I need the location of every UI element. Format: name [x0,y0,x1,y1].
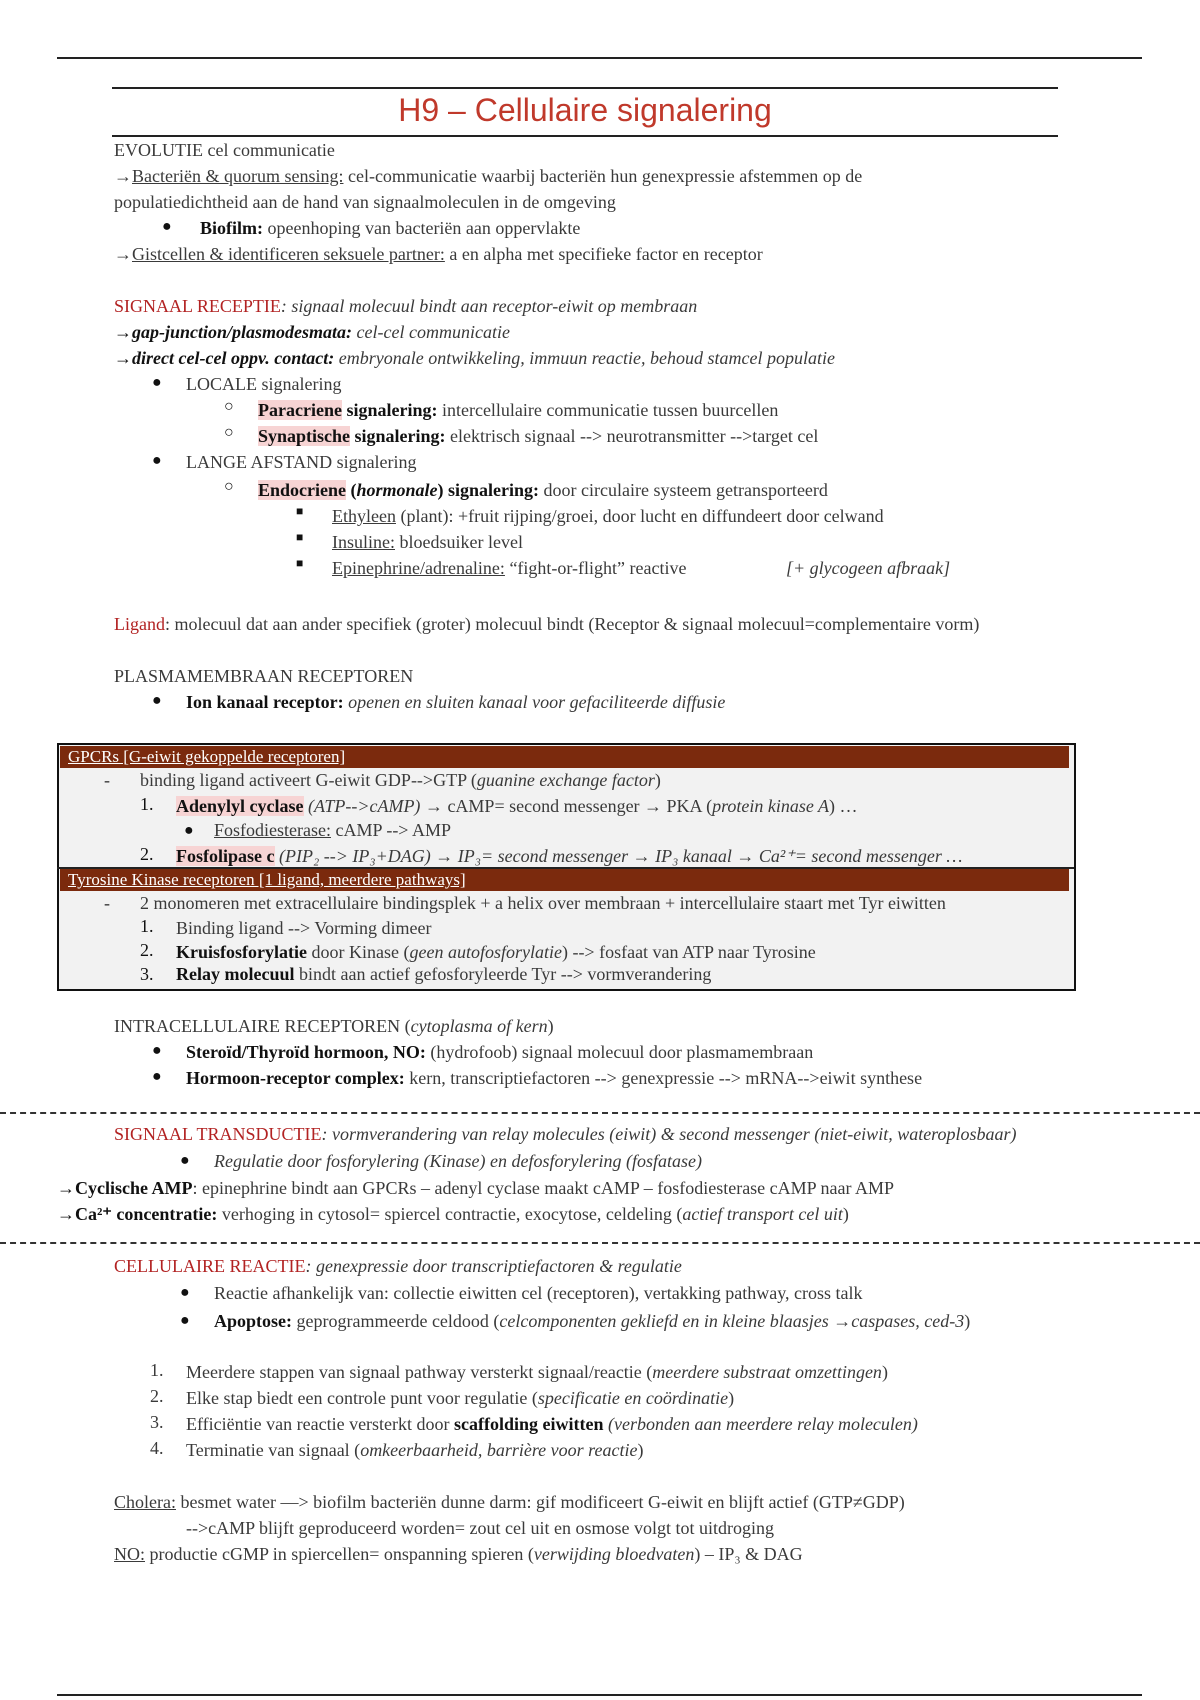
fosfolipase-highlight: Fosfolipase c [176,846,275,866]
bullet-icon: ● [180,1152,190,1169]
reactie-l2-end: ) [728,1388,735,1408]
receptie-heading-line [114,294,697,318]
adenylyl-end: ) … [829,796,858,816]
intracellulair-heading [114,1014,554,1038]
reactie-l4 [186,1438,643,1462]
biofilm-line [200,216,580,240]
gpcr-binding-italic: guanine exchange factor [476,770,655,790]
gap-line [114,320,510,344]
reactie-l3-bold: scaffolding eiwitten [454,1414,604,1434]
reactie-desc: : genexpressie door transcriptiefactoren & regulatie [305,1256,682,1276]
ethyleen-text: (plant): +fruit rijping/groei, door lucht en diffundeert door celwand [395,506,884,526]
tyrosine-mono-line: 2 monomeren met extracellulaire bindingsplek + a helix over membraan + intercellulaire staart met Tyr eiwitten [140,893,946,913]
receptie-heading: SIGNAAL RECEPTIE [114,296,281,316]
arrow-icon: → [57,1204,75,1224]
adenylyl-text: → cAMP= second messenger → PKA ( [420,796,713,816]
arrow-icon: → [114,244,132,264]
kruis-italic: geen autofosforylatie [409,942,562,962]
apoptose-italic: celcomponenten gekliefd en in kleine blaasjes →caspases, ced-3 [499,1311,965,1331]
square-bullet-icon: ■ [296,530,304,544]
ethyleen-line [332,504,884,528]
reactie-l1-italic: meerdere substraat omzettingen [652,1362,882,1382]
endocriene-hormonale: hormonale [356,480,438,500]
circle-bullet-icon: ○ [224,478,234,495]
ligand-label: Ligand [114,614,165,634]
reactie-l1 [186,1360,888,1384]
apoptose-line [214,1309,970,1333]
reactie-l3 [186,1412,918,1436]
no-text: productie cGMP in spiercellen= onspanning spieren ( [145,1544,534,1564]
lange-line: LANGE AFSTAND signalering [186,452,417,472]
endocriene-paren: ( [346,480,357,500]
dash-bullet-icon: - [104,893,110,913]
epinephrine-note: [+ glycogeen afbraak] [786,558,951,578]
receptie-desc: : signaal molecuul bindt aan receptor-eiwit op membraan [280,296,698,316]
gpcr-bar: GPCRs [G-eiwit gekoppelde receptoren] [60,746,1069,768]
bacterien-text: cel-communicatie waarbij bacteriën hun genexpressie afstemmen op de [343,166,863,186]
camp-line [57,1176,894,1200]
regulatie-line: Regulatie door fosforylering (Kinase) en defosforylering (fosfatase) [214,1151,702,1171]
direct-line [114,346,835,370]
top-page-rule [57,57,1142,59]
ligand-text: : molecuul dat aan ander specifiek (groter) molecuul bindt (Receptor & signaal molecuul=complementaire vorm) [165,614,980,634]
bacterien-link: Bacteriën & quorum sensing: [132,166,344,186]
gist-text: a en alpha met specifieke factor en receptor [444,244,763,264]
gpcr-binding-text: binding ligand activeert G-eiwit GDP-->GTP ( [140,770,477,790]
ion-label: Ion kanaal receptor: [186,692,344,712]
paracriene-text: intercellulaire communicatie tussen buurcellen [437,400,779,420]
ca-italic: actief transport cel uit [682,1204,843,1224]
reactie-l1-end: ) [881,1362,888,1382]
hormoon-text: kern, transcriptiefactoren --> genexpressie --> mRNA-->eiwit synthese [404,1068,923,1088]
no-line [114,1542,803,1566]
ca-text: verhoging in cytosol= spiercel contractie, exocytose, celdeling ( [217,1204,683,1224]
intracellulair-heading-italic: cytoplasma of kern [410,1016,548,1036]
tyr-step-2 [176,940,816,964]
ethyleen-link: Ethyleen [332,506,396,526]
reactie-l2 [186,1386,734,1410]
adenylyl-line [176,794,858,818]
tyr-num-1: 1. [140,916,154,936]
paracriene-line [258,398,778,422]
endocriene-highlight: Endocriene [258,480,346,500]
adenylyl-italic: (ATP-->cAMP) [303,796,421,816]
page-title: H9 – Cellulaire signalering [398,92,772,128]
bullet-icon: ● [152,1068,162,1085]
kruis-text: door Kinase ( [306,942,410,962]
bullet-icon: ● [152,374,162,391]
reactie-l1-text: Meerdere stappen van signaal pathway versterkt signaal/reactie ( [186,1362,653,1382]
gpcr-binding-end: ) [654,770,661,790]
fosfolipase-text: (PIP₂ --> IP₃+DAG) → IP₃= second messenger → IP₃ kanaal → Ca²⁺= second messenger … [274,846,963,866]
synaptische-label: signalering: [350,426,446,446]
epinephrine-text: “fight-or-flight” reactive [504,558,687,578]
bullet-icon: ● [152,452,162,469]
arrow-icon: → [114,166,132,186]
tyr-num-2: 2. [140,940,154,960]
ca-line [57,1202,849,1226]
insuline-line [332,530,523,554]
direct-text: embryonale ontwikkeling, immuun reactie, behoud stamcel populatie [334,348,835,368]
camp-text: : epinephrine bindt aan GPCRs – adenyl cyclase maakt cAMP – fosfodiesterase cAMP naar AMP [192,1178,895,1198]
synaptische-highlight: Synaptische [258,426,351,446]
arrow-icon: → [114,348,132,368]
cholera-line2: -->cAMP blijft geproduceerd worden= zout cel uit en osmose volgt tot uitdroging [186,1518,775,1538]
paracriene-label: signalering: [341,400,438,420]
tyrosine-bar: Tyrosine Kinase receptoren [1 ligand, meerdere pathways] [60,869,1069,891]
gist-link: Gistcellen & identificeren seksuele partner: [132,244,445,264]
reactie-heading-line [114,1254,682,1278]
synaptische-line [258,424,818,448]
cholera-line [114,1490,905,1514]
reactie-l4-end: ) [637,1440,644,1460]
ca-label: Ca²⁺ concentratie: [75,1204,218,1224]
tyr-step-1: Binding ligand --> Vorming dimeer [176,918,432,938]
biofilm-text: opeenhoping van bacteriën aan oppervlakte [263,218,581,238]
title-bottom-rule [112,135,1058,137]
insuline-link: Insuline: [332,532,395,552]
evolutie-bacterien-line2: populatiedichtheid aan de hand van signaalmoleculen in de omgeving [114,192,616,212]
hormoon-line [186,1066,922,1090]
dash-bullet-icon: - [104,770,110,790]
square-bullet-icon: ■ [296,556,304,570]
adenylyl-highlight: Adenylyl cyclase [176,796,304,816]
transductie-heading: SIGNAAL TRANSDUCTIE [114,1124,322,1144]
circle-bullet-icon: ○ [224,398,234,415]
biofilm-label: Biofilm: [200,218,263,238]
steroid-line [186,1040,813,1064]
relay-text: bindt aan actief gefosforyleerde Tyr --> vormverandering [294,964,712,984]
cholera-text: besmet water —> biofilm bacteriën dunne darm: gif modificeert G-eiwit en blijft actief (GTP≠GDP) [175,1492,905,1512]
bullet-icon: ● [152,1042,162,1059]
reactie-b1: Reactie afhankelijk van: collectie eiwitten cel (receptoren), vertakking pathway, cross talk [214,1283,863,1303]
fosfodiesterase-link: Fosfodiesterase: [214,820,331,840]
reactie-l4-text: Terminatie van signaal ( [186,1440,361,1460]
relay-label: Relay molecuul [176,964,295,984]
gpcr-num-2: 2. [140,844,154,864]
reactie-heading: CELLULAIRE REACTIE [114,1256,306,1276]
no-end: ) – IP₃ & DAG [694,1544,803,1564]
direct-label: direct cel-cel oppv. contact: [132,348,335,368]
ion-text: openen en sluiten kanaal voor gefaciliteerde diffusie [343,692,726,712]
intracellulair-heading-end: ) [547,1016,554,1036]
adenylyl-pka: protein kinase A [712,796,830,816]
reactie-l2-italic: specificatie en coördinatie [537,1388,729,1408]
arrow-icon: → [114,322,132,342]
reactie-l2-text: Elke stap biedt een controle punt voor regulatie ( [186,1388,538,1408]
apoptose-label: Apoptose: [214,1311,293,1331]
reactie-num-4: 4. [150,1438,164,1458]
fosfodiesterase-text: cAMP --> AMP [330,820,451,840]
no-italic: verwijding bloedvaten [533,1544,695,1564]
evolutie-bacterien-line [114,164,862,188]
bullet-icon: ● [180,1284,190,1301]
hormoon-label: Hormoon-receptor complex: [186,1068,405,1088]
intracellulair-heading-text: INTRACELLULAIRE RECEPTOREN ( [114,1016,411,1036]
fosfodiesterase-line [214,818,451,842]
endocriene-line [258,478,828,502]
reactie-l4-italic: omkeerbaarheid, barrière voor reactie [360,1440,638,1460]
no-label: NO: [114,1544,145,1564]
paracriene-highlight: Paracriene [258,400,342,420]
tyr-num-3: 3. [140,964,154,984]
gpcr-num-1: 1. [140,794,154,814]
kruis-end: ) --> fosfaat van ATP naar Tyrosine [561,942,816,962]
locale-line: LOCALE signalering [186,374,342,394]
kruis-label: Kruisfosforylatie [176,942,307,962]
endocriene-label: ) signalering: [437,480,540,500]
endocriene-text: door circulaire systeem getransporteerd [539,480,828,500]
reactie-num-2: 2. [150,1386,164,1406]
insuline-text: bloedsuiker level [395,532,523,552]
reactie-num-1: 1. [150,1360,164,1380]
dashed-divider [0,1112,1200,1114]
arrow-icon: → [57,1178,75,1198]
ligand-line [114,612,979,636]
epinephrine-line [332,556,686,580]
camp-label: Cyclische AMP [75,1178,193,1198]
synaptische-text: elektrisch signaal --> neurotransmitter -->target cel [445,426,819,446]
reactie-l3-italic: (verbonden aan meerdere relay moleculen) [603,1414,918,1434]
bullet-icon: ● [162,218,172,235]
bullet-icon: ● [184,822,194,839]
cholera-label: Cholera: [114,1492,176,1512]
bullet-icon: ● [152,692,162,709]
plasmamembraan-heading: PLASMAMEMBRAAN RECEPTOREN [114,666,414,686]
gpcr-binding-line [140,768,661,792]
bullet-icon: ● [180,1312,190,1329]
gist-line [114,242,763,266]
steroid-text: (hydrofoob) signaal molecuul door plasmamembraan [425,1042,814,1062]
dashed-divider [0,1242,1200,1244]
evolutie-heading: EVOLUTIE cel communicatie [114,140,335,160]
fosfolipase-line [176,844,962,868]
ca-end: ) [842,1204,849,1224]
bottom-page-rule [57,1694,1142,1696]
steroid-label: Steroïd/Thyroïd hormoon, NO: [186,1042,426,1062]
gap-text: cel-cel communicatie [352,322,510,342]
ion-line [186,690,725,714]
epinephrine-link: Epinephrine/adrenaline: [332,558,505,578]
square-bullet-icon: ■ [296,504,304,518]
reactie-l3-text: Efficiëntie van reactie versterkt door [186,1414,455,1434]
gap-label: gap-junction/plasmodesmata: [132,322,353,342]
tyr-step-3 [176,962,711,986]
transductie-heading-line [114,1122,1017,1146]
apoptose-text: geprogrammeerde celdood ( [292,1311,500,1331]
reactie-num-3: 3. [150,1412,164,1432]
apoptose-end: ) [964,1311,971,1331]
transductie-desc: : vormverandering van relay molecules (eiwit) & second messenger (niet-eiwit, wateroplosbaar) [321,1124,1017,1144]
circle-bullet-icon: ○ [224,424,234,441]
